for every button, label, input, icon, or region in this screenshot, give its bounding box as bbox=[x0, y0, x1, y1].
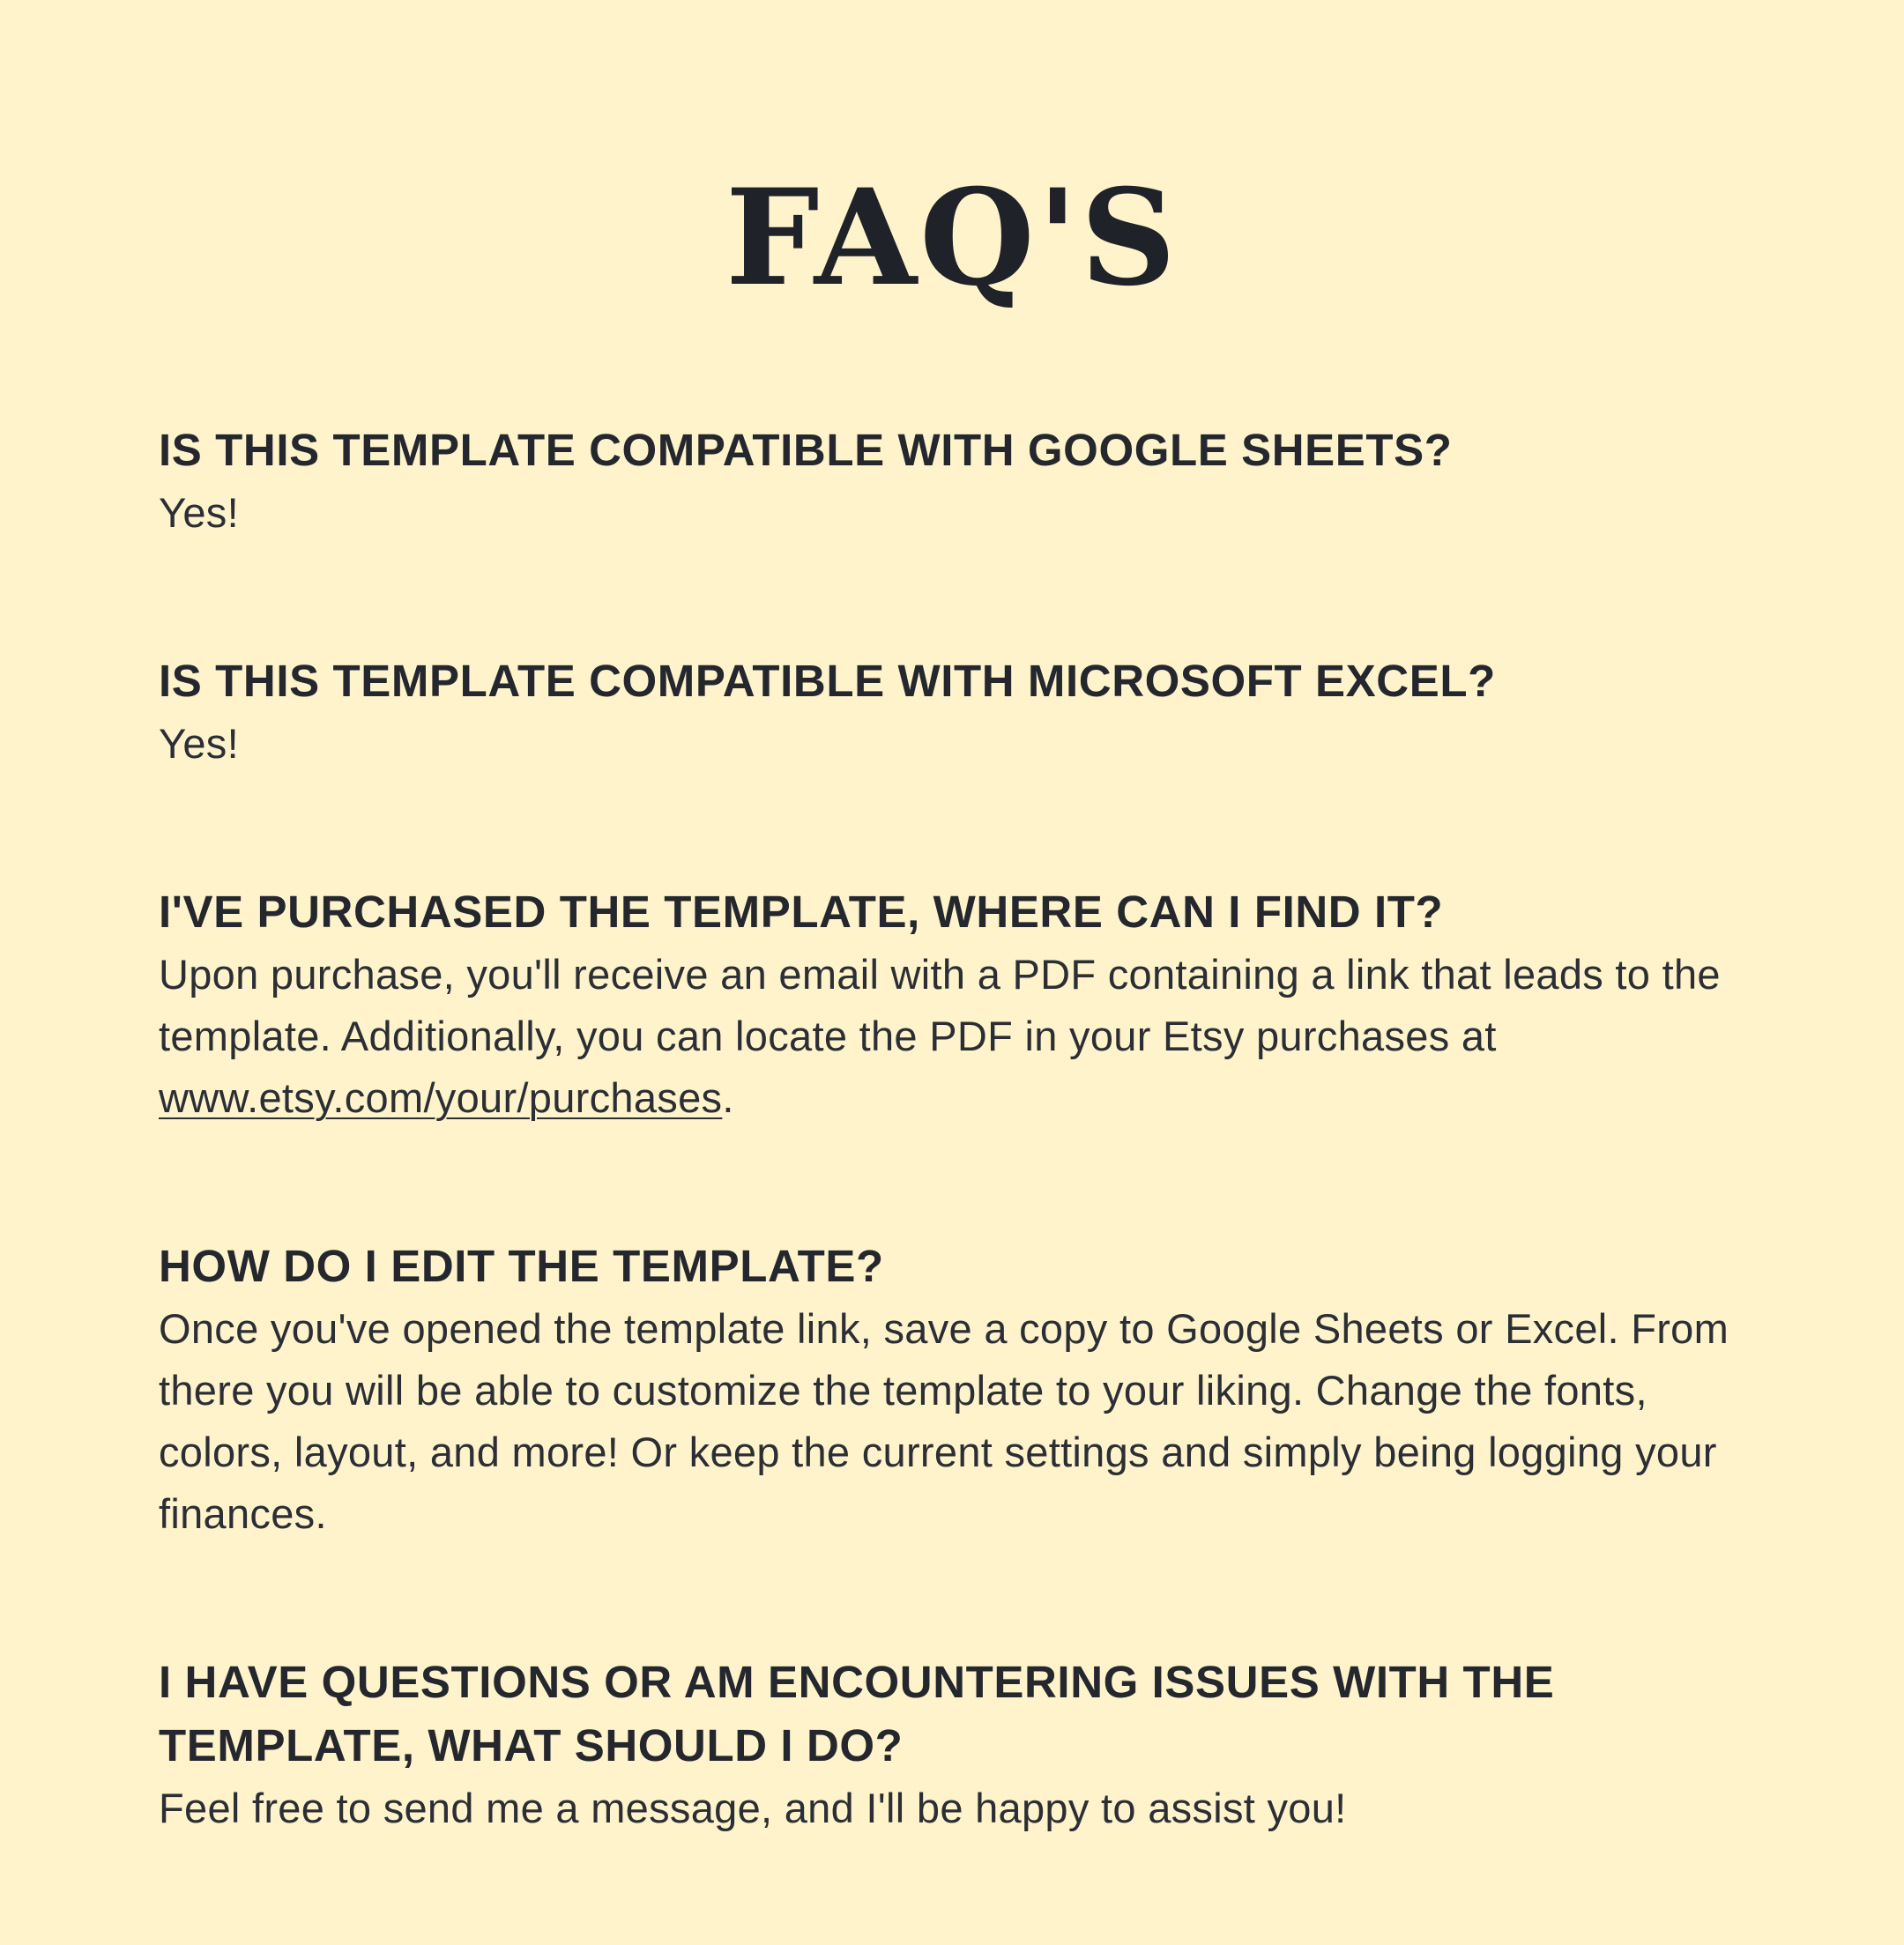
faq-item-questions-issues bbox=[159, 1651, 1763, 1839]
faq-question: I HAVE QUESTIONS OR AM ENCOUNTERING ISSUES WITH THE TEMPLATE, WHAT SHOULD I DO? bbox=[159, 1657, 1555, 1771]
faq-answer-text: Upon purchase, you'll receive an email with a PDF containing a link that leads to the template. Additionally, you can locate the PDF in your Etsy purchases at bbox=[159, 951, 1721, 1059]
faq-question: IS THIS TEMPLATE COMPATIBLE WITH GOOGLE SHEETS? bbox=[159, 425, 1453, 475]
faq-item-microsoft-excel bbox=[159, 650, 1763, 775]
faq-item-edit-template bbox=[159, 1235, 1763, 1545]
faq-answer: Yes! bbox=[159, 720, 239, 767]
faq-item-google-sheets bbox=[159, 419, 1763, 544]
faq-question: HOW DO I EDIT THE TEMPLATE? bbox=[159, 1241, 884, 1291]
faq-answer: Yes! bbox=[159, 489, 239, 536]
faq-answer-punctuation: . bbox=[722, 1074, 734, 1121]
faq-question: I'VE PURCHASED THE TEMPLATE, WHERE CAN I FIND IT? bbox=[159, 887, 1444, 937]
faq-answer: Once you've opened the template link, save a copy to Google Sheets or Excel. From there you will be able to customize the template to your liking. Change the fonts, colors, layout, and more! Or keep the current settings and simply being logging your finances. bbox=[159, 1305, 1729, 1537]
page-title: FAQ'S bbox=[725, 160, 1179, 316]
faq-answer bbox=[159, 944, 1754, 1129]
faq-list bbox=[159, 419, 1763, 1945]
faq-item-find-template bbox=[159, 880, 1763, 1129]
etsy-purchases-link[interactable]: www.etsy.com/your/purchases bbox=[159, 1074, 723, 1121]
faq-answer: Feel free to send me a message, and I'll be happy to assist you! bbox=[159, 1785, 1347, 1831]
faq-question: IS THIS TEMPLATE COMPATIBLE WITH MICROSOFT EXCEL? bbox=[159, 656, 1496, 706]
